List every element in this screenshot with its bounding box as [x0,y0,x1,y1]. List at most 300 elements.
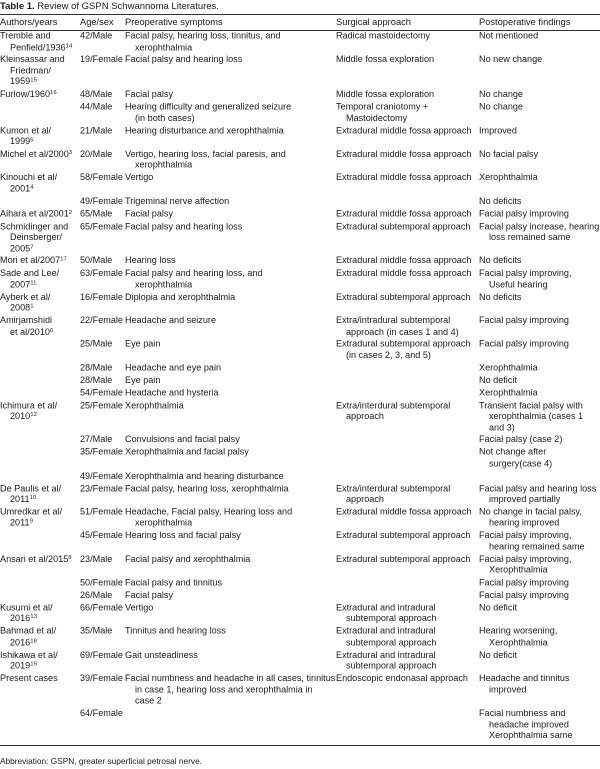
age-sex: 58/Female [80,172,123,183]
author-year-line [0,209,80,220]
postoperative-findings [479,31,600,42]
postoperative-findings-text: Xerophthalmia [479,387,538,398]
author-year-line [0,661,80,672]
postoperative-findings [479,483,600,505]
surgical-approach-line [336,327,474,338]
table-row [0,531,600,555]
postoperative-findings [479,435,600,446]
postoperative-findings-text: Useful hearing [489,279,548,290]
table-footnote: Abbreviation: GSPN, greater superficial petrosal nerve. [0,756,202,766]
table-row [0,315,600,339]
preoperative-symptoms-text: Facial palsy [125,208,174,219]
postoperative-findings-line [479,494,600,505]
author-year-line [0,66,80,77]
preoperative-symptoms-line [125,435,335,446]
preoperative-symptoms-line [125,531,335,542]
surgical-approach-line [336,125,474,136]
postoperative-findings-line [479,507,600,518]
author-year-text: 1999 [10,136,31,147]
postoperative-findings-line [479,483,600,494]
age-sex: 65/Female [80,221,123,231]
postoperative-findings-text: improved partially [489,494,561,505]
reference-superscript: 3 [68,149,73,156]
postoperative-findings-text: Facial palsy improving [479,590,569,600]
surgical-approach-text: Extra/intradural subtemporal [336,315,451,326]
author-year-text: Friedman/ [10,65,51,76]
preoperative-symptoms-text: Facial palsy and xerophthalmia [125,554,251,564]
preoperative-symptoms-line [125,125,335,136]
table-row [0,471,600,483]
author-year-line [0,303,80,314]
author-year-text: Ishikawa et al/ [0,649,58,660]
preoperative-symptoms [125,173,335,184]
table-row [0,196,600,208]
age-sex: 64/Female [80,708,123,718]
surgical-approach-line [336,614,474,625]
surgical-approach [336,31,474,42]
author-year [0,149,80,160]
preoperative-symptoms-line [125,696,335,707]
author-year-text: Kumon et al/ [0,125,52,136]
surgical-approach-line [336,483,474,494]
preoperative-symptoms-line [125,292,335,303]
postoperative-findings-text: Xerophthalmia [479,362,538,373]
preoperative-symptoms-text: Convulsions and facial palsy [125,434,240,445]
preoperative-symptoms-line [125,149,335,160]
postoperative-findings-text: Facial palsy improving [479,315,569,326]
preoperative-symptoms-text: Hearing disturbance and xerophthalmia [125,125,284,136]
table-row [0,221,600,256]
surgical-approach-text: Mastoidectomy [346,112,408,123]
table-row [0,578,600,590]
author-year [0,173,80,195]
postoperative-findings-line [479,531,600,542]
author-year [0,125,80,147]
age-sex: 48/Male [80,89,113,99]
age-sex: 23/Female [80,483,123,494]
postoperative-findings-line [479,31,600,42]
surgical-approach-text: Extra/interdural subtemporal [336,483,451,494]
postoperative-findings-line [479,411,600,422]
postoperative-findings-text: No deficits [479,255,522,266]
postoperative-findings-line [479,435,600,446]
postoperative-findings [479,400,600,433]
reference-superscript: 9 [29,519,33,525]
postoperative-findings-text: Facial numbness and [479,708,566,718]
header-surgical-approach: Surgical approach [336,17,411,27]
postoperative-findings-text: Facial palsy improving, [479,530,572,541]
postoperative-findings-text: Facial palsy improving, [479,554,572,564]
author-year-line [0,42,80,53]
postoperative-findings-line [479,422,600,433]
postoperative-findings [479,125,600,136]
postoperative-findings-line [479,375,600,386]
preoperative-symptoms-line [125,339,335,350]
preoperative-symptoms-line [125,89,335,100]
reference-superscript: 15 [30,77,37,84]
author-year [0,31,80,53]
age-sex: 51/Female [80,506,123,517]
author-year-line [0,400,80,411]
surgical-approach [336,125,474,136]
postoperative-findings-line [479,256,600,267]
author-year [0,292,80,314]
surgical-approach-text: Middle fossa exploration [336,54,435,65]
postoperative-findings-text: hearing remained same [489,541,585,552]
table-row [0,125,600,149]
author-year-line [0,507,80,518]
age-sex: 21/Male [80,125,113,136]
postoperative-findings-line [479,565,600,576]
preoperative-symptoms-text: Xerophthalmia and facial palsy [125,447,249,457]
preoperative-symptoms-text: Vertigo, hearing loss, facial paresis, and [125,148,286,159]
preoperative-symptoms-text: Eye pain [125,375,161,385]
preoperative-symptoms-text: xerophthalmia [135,160,193,170]
surgical-approach-line [336,149,474,160]
author-year-text: Ansari et al/2015 [0,554,69,564]
header-postoperative-findings: Postoperative findings [479,17,571,27]
preoperative-symptoms [125,363,335,374]
preoperative-symptoms-line [125,209,335,220]
preoperative-symptoms [125,400,335,411]
surgical-approach [336,55,474,66]
postoperative-findings-text: Facial palsy improving [479,577,569,588]
preoperative-symptoms-line [125,590,335,601]
author-year-text: Schmidinger and [0,221,69,231]
postoperative-findings-line [479,363,600,374]
age-sex: 66/Female [80,602,123,613]
author-year-text: 2016 [10,637,31,648]
preoperative-symptoms-line [125,42,335,53]
preoperative-symptoms [125,102,335,124]
surgical-approach [336,268,474,279]
surgical-approach-line [336,661,474,672]
postoperative-findings-text: No deficits [479,196,522,206]
surgical-approach [336,554,474,565]
author-year-line [0,603,80,614]
preoperative-symptoms-text: Headache and seizure [125,315,216,326]
preoperative-symptoms [125,603,335,614]
table-row [0,55,600,90]
postoperative-findings-text: No change in facial palsy, [479,506,582,517]
preoperative-symptoms [125,149,335,171]
preoperative-symptoms [125,89,335,100]
preoperative-symptoms-text: Eye pain [125,339,161,349]
preoperative-symptoms [125,554,335,565]
surgical-approach [336,292,474,303]
surgical-approach [336,339,474,361]
preoperative-symptoms-line [125,400,335,411]
postoperative-findings-line [479,447,600,458]
preoperative-symptoms [125,55,335,66]
preoperative-symptoms [125,578,335,589]
postoperative-findings-text: No deficits [479,291,522,302]
postoperative-findings-text: No facial palsy [479,148,539,159]
table-row [0,173,600,197]
author-year-line [0,483,80,494]
surgical-approach [336,102,474,124]
preoperative-symptoms-text: Facial palsy and hearing loss [125,221,243,231]
surgical-approach-text: subtemporal approach [346,637,437,648]
author-year-text: 2010 [10,411,31,421]
table-row [0,507,600,531]
age-sex: 25/Male [80,339,113,349]
author-year-text: 2001 [10,183,31,194]
preoperative-symptoms [125,483,335,494]
age-sex: 69/Female [80,649,123,660]
surgical-approach-line [336,626,474,637]
postoperative-findings-line [479,730,600,741]
author-year-line [0,327,80,338]
surgical-approach-line [336,102,474,113]
reference-superscript: 7 [30,244,34,251]
surgical-approach [336,221,474,232]
table-body [0,31,600,743]
postoperative-findings-line [479,637,600,648]
preoperative-symptoms-line [125,315,335,326]
table-row [0,89,600,101]
age-sex: 42/Male [80,31,113,41]
preoperative-symptoms-text: Facial palsy and tinnitus [125,577,223,588]
surgical-approach [336,673,474,684]
surgical-approach [336,507,474,518]
postoperative-findings-line [479,279,600,290]
author-year-line [0,518,80,529]
postoperative-findings-line [479,221,600,232]
author-year-text: Sade and Lee/ [0,268,60,278]
preoperative-symptoms-text: Facial palsy and hearing loss, and [125,268,263,278]
postoperative-findings-line [479,578,600,589]
postoperative-findings [479,315,600,326]
surgical-approach-line [336,339,474,350]
author-year-text: Deinsberger/ [10,232,63,242]
author-year-line [0,55,80,66]
preoperative-symptoms-text: Diplopia and xerophthalmia [125,291,236,302]
preoperative-symptoms-text: Xerophthalmia [125,400,184,410]
surgical-approach [336,89,474,100]
postoperative-findings-line [479,650,600,661]
surgical-approach-text: Extradural subtemporal approach [336,530,471,541]
table-caption-label: Table 1. [0,1,35,12]
preoperative-symptoms-line [125,483,335,494]
author-year-text: 2007 [10,279,31,290]
author-year [0,55,80,88]
preoperative-symptoms-line [125,626,335,637]
preoperative-symptoms-line [125,173,335,184]
header-preoperative-symptoms: Preoperative symptoms [125,17,223,27]
postoperative-findings-text: Not change after [479,447,547,457]
preoperative-symptoms-text: Headache, Facial palsy, Hearing loss and [125,506,293,517]
author-year-line [0,650,80,661]
postoperative-findings [479,339,600,350]
surgical-approach-line [336,113,474,124]
author-year-text: Aihara et al/2001 [0,208,69,219]
postoperative-findings-line [479,554,600,565]
postoperative-findings [479,292,600,303]
postoperative-findings-text: Xerophthalmia [489,637,548,648]
table-row [0,435,600,447]
preoperative-symptoms-line [125,518,335,529]
author-year [0,89,80,100]
surgical-approach-line [336,31,474,42]
reference-superscript: 8 [68,555,72,561]
postoperative-findings-line [479,400,600,411]
table-row [0,554,600,578]
surgical-approach-line [336,411,474,422]
table-row [0,400,600,435]
postoperative-findings-line [479,518,600,529]
author-year-line [0,137,80,148]
author-year-line [0,256,80,267]
surgical-approach-text: approach (in cases 1 and 4) [346,326,459,337]
surgical-approach [336,149,474,160]
surgical-approach-line [336,256,474,267]
postoperative-findings-text: Facial palsy improving, [479,268,572,278]
surgical-approach [336,603,474,625]
surgical-approach [336,650,474,672]
author-year-line [0,232,80,243]
preoperative-symptoms [125,435,335,446]
postoperative-findings-text: Facial palsy increase, hearing [479,221,600,231]
postoperative-findings-text: No change [479,101,523,112]
author-year-text: 2011 [10,494,30,505]
author-year-text: 2008 [10,303,31,313]
surgical-approach-text: approach [346,494,384,505]
surgical-approach-text: approach [346,411,384,421]
postoperative-findings-text: hearing improved [489,518,560,528]
table-row [0,483,600,507]
postoperative-findings [479,507,600,529]
preoperative-symptoms-text: xerophthalmia [135,42,193,52]
postoperative-findings-line [479,102,600,113]
table-caption [0,0,219,13]
postoperative-findings-text: Transient facial palsy with [479,400,583,410]
postoperative-findings-line [479,125,600,136]
table-row [0,388,600,400]
preoperative-symptoms-line [125,685,335,696]
age-sex: 35/Male [80,626,113,636]
author-year-text: Kusumi et al/ [0,602,53,613]
surgical-approach-line [336,89,474,100]
surgical-approach-line [336,209,474,220]
postoperative-findings [479,388,600,399]
table-row [0,673,600,708]
preoperative-symptoms-text: in case 1, hearing loss and xerophthalmia in [135,684,313,695]
surgical-approach-text: Extradural subtemporal approach [336,554,471,564]
preoperative-symptoms-text: Xerophthalmia and hearing disturbance [125,470,284,481]
surgical-approach [336,400,474,422]
table-row [0,626,600,650]
age-sex: 20/Male [80,148,113,159]
surgical-approach [336,173,474,184]
preoperative-symptoms [125,292,335,303]
surgical-approach-text: Extra/interdural subtemporal [336,400,451,410]
preoperative-symptoms-line [125,196,335,207]
author-year-text: Mori et al/2007 [0,255,61,266]
author-year-line [0,315,80,326]
preoperative-symptoms-line [125,113,335,124]
author-year [0,209,80,220]
postoperative-findings-line [479,196,600,207]
surgical-approach-line [336,637,474,648]
postoperative-findings-line [479,89,600,100]
reference-superscript: 17 [60,256,67,263]
surgical-approach-line [336,673,474,684]
preoperative-symptoms [125,339,335,350]
author-year-text: Ayberk et al/ [0,291,51,302]
preoperative-symptoms-text: (in both cases) [135,112,195,123]
author-year-line [0,77,80,88]
preoperative-symptoms-text: Hearing loss [125,255,176,266]
preoperative-symptoms-text: Vertigo [125,602,154,613]
preoperative-symptoms-text: Hearing difficulty and generalized seizure [125,101,292,112]
postoperative-findings-text: Facial palsy (case 2) [479,434,563,445]
age-sex: 49/Female [80,470,123,481]
postoperative-findings [479,554,600,576]
preoperative-symptoms-line [125,447,335,458]
author-year-text: Kleinsassar and [0,54,65,65]
age-sex: 44/Male [80,101,113,112]
author-year-text: Umredkar et al/ [0,506,63,517]
author-year-line [0,292,80,303]
postoperative-findings-line [479,626,600,637]
preoperative-symptoms-line [125,221,335,232]
postoperative-findings [479,209,600,220]
surgical-approach-line [336,507,474,518]
author-year-text: 2016 [10,613,31,624]
preoperative-symptoms-text: Facial palsy [125,590,174,600]
preoperative-symptoms-text: Headache and eye pain [125,362,222,373]
author-year-line [0,89,80,100]
surgical-approach-line [336,400,474,411]
age-sex: 54/Female [80,387,123,398]
reference-superscript: 10 [29,495,37,502]
preoperative-symptoms [125,650,335,661]
surgical-approach-line [336,173,474,184]
postoperative-findings [479,673,600,695]
surgical-approach [336,256,474,267]
postoperative-findings-line [479,388,600,399]
reference-superscript: 6 [49,327,54,334]
postoperative-findings [479,149,600,160]
postoperative-findings-line [479,339,600,350]
author-year [0,673,80,684]
author-year-text: Amirjamshidi [0,315,53,326]
postoperative-findings [479,196,600,207]
postoperative-findings-text: improved [489,684,527,695]
author-year-line [0,173,80,184]
postoperative-findings-text: No new change [479,54,543,65]
author-year-text: Ichimura et al/ [0,400,58,410]
surgical-approach-text: Extradural subtemporal approach [336,339,471,349]
surgical-approach-text: Extradural middle fossa approach [336,208,472,219]
postoperative-findings-line [479,542,600,553]
surgical-approach-text: Extradural middle fossa approach [336,172,472,183]
table-row [0,292,600,316]
surgical-approach-text: Endoscopic endonasal approach [336,673,468,684]
postoperative-findings-line [479,292,600,303]
preoperative-symptoms [125,447,335,458]
surgical-approach-line [336,350,474,361]
preoperative-symptoms-text: Facial numbness and headache in all cases, tinnitus [125,673,336,684]
age-sex: 19/Female [80,54,123,65]
table-row [0,708,600,743]
postoperative-findings-line [479,149,600,160]
postoperative-findings-line [479,590,600,601]
postoperative-findings-text: No change [479,89,523,99]
surgical-approach-text: Extradural middle fossa approach [336,506,472,517]
author-year [0,400,80,422]
